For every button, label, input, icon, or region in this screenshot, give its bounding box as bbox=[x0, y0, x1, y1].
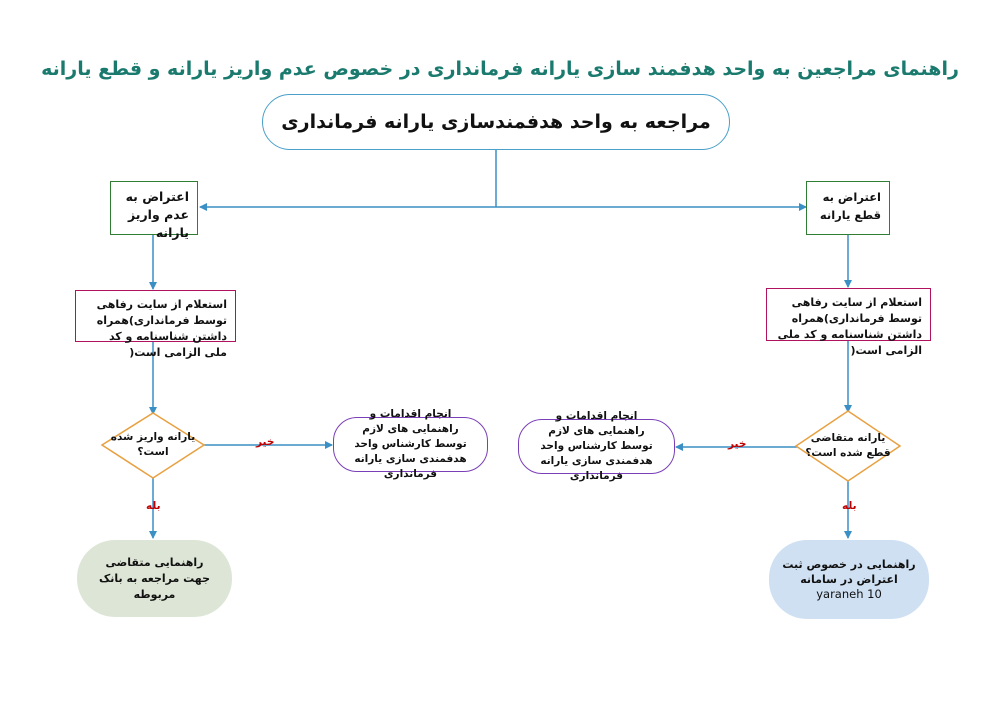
right-inquiry-box bbox=[766, 288, 931, 357]
right-no-action-box bbox=[518, 410, 675, 482]
right-yes-result-text: راهنمایی در خصوص ثبت اعتراض در سامانه bbox=[782, 558, 916, 586]
right-decision-text: یارانه متقاضی قطع شده است؟ bbox=[805, 432, 891, 459]
left-yes-result-text: راهنمایی متقاضی جهت مراجعه به بانک مربوطه bbox=[98, 555, 210, 601]
left-yes-label: بله bbox=[146, 500, 161, 512]
left-no-action-box bbox=[333, 408, 488, 480]
left-inquiry-box bbox=[75, 290, 236, 359]
page-title: راهنمای مراجعین به واحد هدفمند سازی یارانه فرمانداری در خصوص عدم واریز یارانه و قطع یارانه bbox=[41, 58, 959, 80]
right-yes-label: بله bbox=[842, 500, 857, 512]
right-yes-result-sub: yaraneh 10 bbox=[816, 587, 882, 601]
start-text: مراجعه به واحد هدفمندسازی یارانه فرمانداری bbox=[281, 111, 711, 133]
left-no-action-text: انجام اقدامات و راهنمایی های لازم توسط کارشناس واحد هدفمندی سازی یارانه فرمانداری bbox=[354, 408, 467, 480]
left-decision-text: یارانه واریز شده است؟ bbox=[110, 431, 196, 458]
right-objection-box bbox=[806, 181, 890, 235]
left-inquiry-text: استعلام از سایت رفاهی توسط فرمانداری)همراه داشتن شناسنامه و کد ملی الزامی است( bbox=[96, 298, 227, 359]
right-inquiry-text: استعلام از سایت رفاهی توسط فرمانداری)همراه داشتن شناسنامه و کد ملی الزامی است( bbox=[777, 296, 922, 357]
left-no-label: خیر bbox=[256, 436, 275, 448]
right-no-label: خیر bbox=[728, 438, 747, 450]
left-objection-text: اعتراض به عدم واریز یارانه bbox=[125, 189, 189, 240]
start-box bbox=[262, 94, 730, 150]
right-objection-text: اعتراض به قطع یارانه bbox=[819, 190, 881, 222]
left-yes-result bbox=[77, 540, 232, 617]
right-yes-result bbox=[769, 540, 929, 619]
right-no-action-text: انجام اقدامات و راهنمایی های لازم توسط کارشناس واحد هدفمندی سازی یارانه فرمانداری bbox=[540, 410, 653, 482]
left-objection-box bbox=[110, 181, 198, 240]
